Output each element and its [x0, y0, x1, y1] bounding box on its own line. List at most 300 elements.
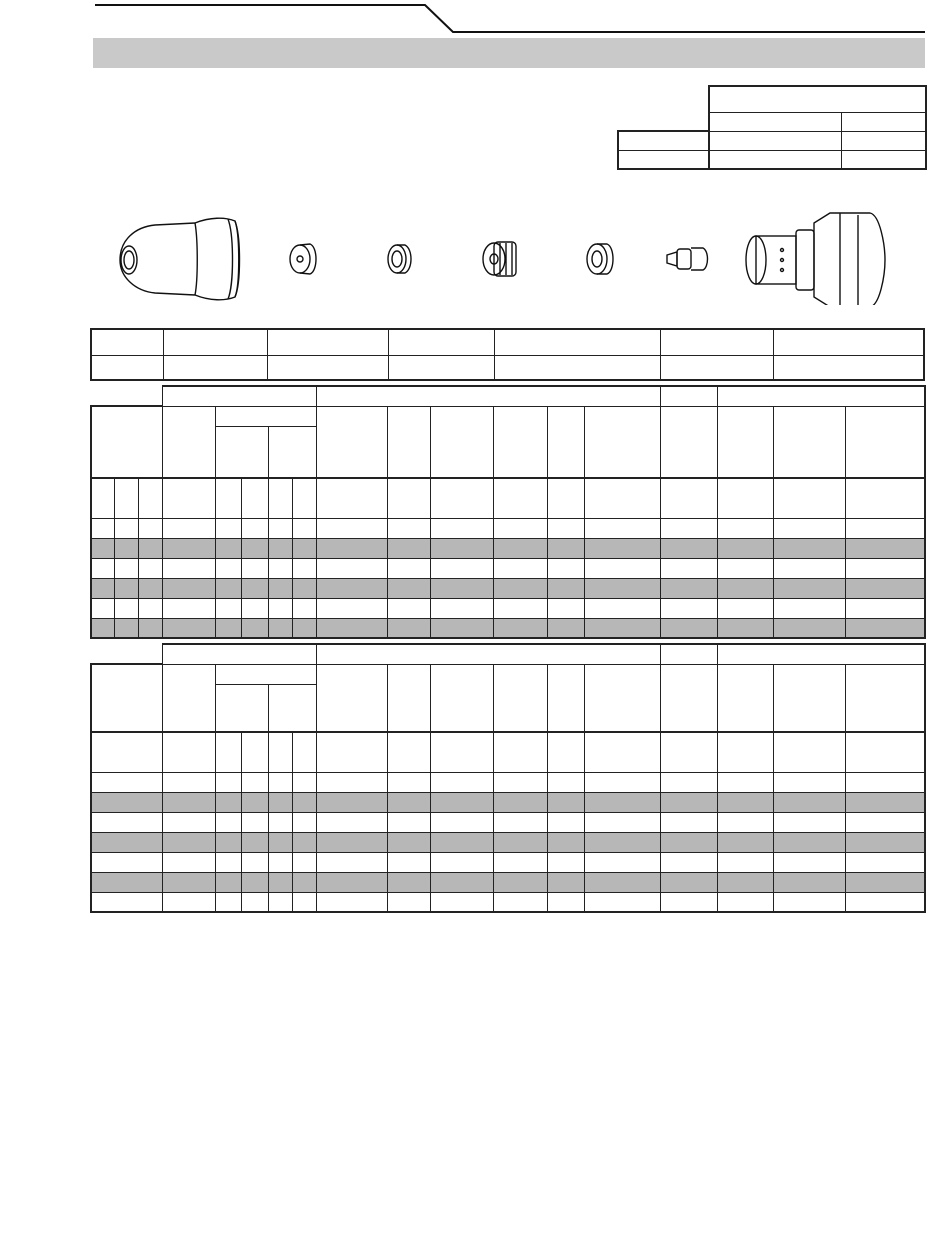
table-cell	[387, 792, 430, 812]
table-cell	[660, 772, 717, 792]
consumables-illustration	[100, 205, 930, 305]
table-cell	[91, 406, 162, 478]
table-cell	[292, 732, 316, 772]
table-cell	[91, 329, 163, 355]
consumable-parts-table	[90, 328, 925, 381]
table-cell	[292, 518, 316, 538]
table-cell	[91, 732, 162, 772]
table-cell	[717, 386, 925, 406]
table-cell	[241, 832, 268, 852]
table-cell	[493, 578, 547, 598]
table-cell	[773, 832, 845, 852]
table-cell	[430, 578, 493, 598]
table-cell	[660, 538, 717, 558]
table-cell	[268, 426, 316, 478]
table-cell	[430, 892, 493, 912]
table-cell	[717, 478, 773, 518]
table-cell	[660, 329, 773, 355]
cut-chart-table	[90, 385, 926, 639]
table-cell	[618, 86, 709, 112]
table-cell	[215, 578, 241, 598]
table-cell	[388, 355, 494, 380]
table-cell	[584, 852, 660, 872]
table-cell	[268, 558, 292, 578]
table-cell	[493, 812, 547, 832]
table-cell	[387, 518, 430, 538]
table-cell	[547, 852, 584, 872]
table-cell	[241, 872, 268, 892]
table-cell	[241, 518, 268, 538]
table-row	[91, 578, 925, 598]
table-cell	[845, 792, 925, 812]
table-cell	[316, 618, 387, 638]
table-cell	[114, 558, 138, 578]
table-cell	[215, 812, 241, 832]
table-cell	[387, 478, 430, 518]
table-cell	[292, 872, 316, 892]
cut-chart-table-2	[90, 643, 926, 913]
table-cell	[91, 664, 162, 732]
table-cell	[845, 598, 925, 618]
table-cell	[292, 618, 316, 638]
table-cell	[547, 598, 584, 618]
table-row	[91, 792, 925, 812]
table-cell	[584, 578, 660, 598]
section-title-band	[93, 38, 925, 68]
table-cell	[547, 518, 584, 538]
table-cell	[316, 558, 387, 578]
table-cell	[316, 386, 660, 406]
table-cell	[241, 478, 268, 518]
table-cell	[138, 518, 162, 538]
table-cell	[91, 792, 162, 812]
table-cell	[316, 772, 387, 792]
table-cell	[138, 478, 162, 518]
table-cell	[660, 598, 717, 618]
table-cell	[717, 892, 773, 912]
table-cell	[387, 892, 430, 912]
table-cell	[316, 664, 387, 732]
table-cell	[162, 478, 215, 518]
table-cell	[162, 664, 215, 732]
table-cell	[163, 329, 267, 355]
table-cell	[660, 812, 717, 832]
table-cell	[547, 478, 584, 518]
table-cell	[316, 478, 387, 518]
table-cell	[430, 538, 493, 558]
table-cell	[268, 812, 292, 832]
table-cell	[241, 732, 268, 772]
table-cell	[215, 426, 268, 478]
table-cell	[845, 538, 925, 558]
table-cell	[215, 558, 241, 578]
table-row	[618, 112, 926, 131]
table-cell	[241, 598, 268, 618]
table-cell	[91, 644, 162, 664]
table-row	[91, 406, 925, 426]
table-cell	[162, 538, 215, 558]
table-cell	[584, 832, 660, 852]
table-row	[91, 892, 925, 912]
table-cell	[841, 150, 926, 169]
table-row	[91, 732, 925, 772]
table-cell	[292, 812, 316, 832]
torch-body-icon	[746, 213, 885, 305]
table-cell	[584, 406, 660, 478]
table-cell	[316, 872, 387, 892]
table-cell	[268, 598, 292, 618]
table-cell	[493, 872, 547, 892]
table-cell	[316, 852, 387, 872]
table-row	[91, 558, 925, 578]
table-cell	[388, 329, 494, 355]
table-cell	[618, 150, 709, 169]
table-cell	[584, 518, 660, 538]
table-cell	[387, 872, 430, 892]
table-cell	[430, 812, 493, 832]
table-cell	[773, 329, 924, 355]
table-cell	[430, 732, 493, 772]
table-cell	[845, 664, 925, 732]
table-cell	[493, 538, 547, 558]
table-cell	[241, 772, 268, 792]
table-cell	[660, 578, 717, 598]
table-cell	[845, 406, 925, 478]
table-cell	[138, 578, 162, 598]
table-cell	[717, 578, 773, 598]
table-cell	[215, 684, 268, 732]
table-cell	[316, 732, 387, 772]
table-cell	[547, 664, 584, 732]
table-cell	[773, 772, 845, 792]
table-cell	[268, 618, 292, 638]
table-cell	[660, 406, 717, 478]
table-cell	[292, 852, 316, 872]
table-cell	[618, 112, 709, 131]
table-cell	[660, 618, 717, 638]
table-cell	[430, 852, 493, 872]
table-cell	[547, 772, 584, 792]
table-cell	[268, 732, 292, 772]
table-row	[91, 772, 925, 792]
table-cell	[292, 478, 316, 518]
table-cell	[547, 618, 584, 638]
table-cell	[773, 852, 845, 872]
table-cell	[547, 832, 584, 852]
swirl-ring-icon	[483, 242, 516, 276]
table-cell	[717, 538, 773, 558]
table-cell	[493, 732, 547, 772]
table-row	[91, 618, 925, 638]
table-cell	[773, 578, 845, 598]
table-cell	[91, 355, 163, 380]
table-cell	[584, 732, 660, 772]
table-cell	[387, 732, 430, 772]
table-cell	[717, 872, 773, 892]
table-cell	[268, 478, 292, 518]
table-cell	[841, 131, 926, 150]
retaining-cap-icon	[290, 244, 316, 274]
table-cell	[162, 386, 316, 406]
table-cell	[215, 518, 241, 538]
table-cell	[268, 578, 292, 598]
table-cell	[215, 872, 241, 892]
table-cell	[430, 598, 493, 618]
table-cell	[773, 892, 845, 912]
table-cell	[162, 812, 215, 832]
table-cell	[215, 832, 241, 852]
table-cell	[292, 832, 316, 852]
table-cell	[773, 598, 845, 618]
table-cell	[717, 852, 773, 872]
table-cell	[316, 538, 387, 558]
table-cell	[215, 732, 241, 772]
table-cell	[316, 892, 387, 912]
table-cell	[660, 832, 717, 852]
table-cell	[493, 406, 547, 478]
table-cell	[316, 644, 660, 664]
table-cell	[717, 558, 773, 578]
table-cell	[547, 732, 584, 772]
table-cell	[138, 538, 162, 558]
table-cell	[717, 664, 773, 732]
table-cell	[387, 832, 430, 852]
table-cell	[91, 598, 114, 618]
table-cell	[493, 598, 547, 618]
table-cell	[91, 558, 114, 578]
table-cell	[584, 892, 660, 912]
table-cell	[163, 355, 267, 380]
table-cell	[292, 598, 316, 618]
shield-icon	[120, 218, 240, 300]
table-cell	[316, 832, 387, 852]
table-cell	[584, 664, 660, 732]
table-cell	[292, 538, 316, 558]
table-cell	[773, 406, 845, 478]
table-row	[618, 131, 926, 150]
table-cell	[845, 518, 925, 538]
table-cell	[584, 792, 660, 812]
table-cell	[215, 478, 241, 518]
table-cell	[773, 872, 845, 892]
table-cell	[493, 664, 547, 732]
table-cell	[215, 664, 316, 684]
table-cell	[430, 406, 493, 478]
table-row	[91, 852, 925, 872]
table-cell	[430, 478, 493, 518]
table-cell	[268, 792, 292, 812]
table-cell	[660, 664, 717, 732]
table-cell	[660, 872, 717, 892]
table-cell	[114, 578, 138, 598]
table-cell	[91, 478, 114, 518]
table-row	[91, 598, 925, 618]
table-cell	[387, 578, 430, 598]
table-cell	[717, 832, 773, 852]
table-cell	[387, 812, 430, 832]
table-cell	[493, 518, 547, 538]
table-cell	[268, 892, 292, 912]
table-cell	[241, 812, 268, 832]
table-cell	[493, 832, 547, 852]
table-cell	[717, 732, 773, 772]
table-cell	[845, 478, 925, 518]
table-cell	[241, 892, 268, 912]
table-cell	[292, 892, 316, 912]
table-cell	[241, 852, 268, 872]
table-cell	[91, 832, 162, 852]
table-cell	[547, 792, 584, 812]
table-cell	[430, 832, 493, 852]
table-cell	[845, 832, 925, 852]
table-cell	[162, 852, 215, 872]
table-cell	[241, 538, 268, 558]
table-cell	[773, 478, 845, 518]
table-cell	[91, 772, 162, 792]
table-row	[618, 150, 926, 169]
table-cell	[114, 598, 138, 618]
table-cell	[292, 578, 316, 598]
table-cell	[773, 664, 845, 732]
table-cell	[618, 131, 709, 150]
table-cell	[430, 792, 493, 812]
table-cell	[268, 684, 316, 732]
table-cell	[387, 852, 430, 872]
table-row	[91, 872, 925, 892]
table-cell	[660, 478, 717, 518]
table-cell	[268, 872, 292, 892]
table-cell	[660, 892, 717, 912]
table-cell	[717, 792, 773, 812]
table-cell	[430, 618, 493, 638]
table-cell	[660, 386, 717, 406]
table-row	[91, 329, 924, 355]
table-cell	[717, 598, 773, 618]
table-cell	[138, 618, 162, 638]
table-cell	[162, 558, 215, 578]
table-cell	[773, 538, 845, 558]
table-cell	[91, 518, 114, 538]
table-cell	[162, 644, 316, 664]
table-cell	[717, 618, 773, 638]
table-row	[91, 644, 925, 664]
table-cell	[387, 618, 430, 638]
table-row	[91, 538, 925, 558]
table-cell	[660, 355, 773, 380]
table-cell	[841, 112, 926, 131]
nozzle-retainer-icon	[388, 245, 411, 273]
nozzle-icon	[587, 244, 613, 274]
table-cell	[493, 792, 547, 812]
table-cell	[845, 852, 925, 872]
table-cell	[584, 618, 660, 638]
table-cell	[162, 578, 215, 598]
table-cell	[215, 598, 241, 618]
table-cell	[316, 598, 387, 618]
table-cell	[494, 355, 660, 380]
table-cell	[845, 558, 925, 578]
table-cell	[493, 852, 547, 872]
table-cell	[215, 892, 241, 912]
table-cell	[91, 618, 114, 638]
table-cell	[547, 558, 584, 578]
table-cell	[162, 832, 215, 852]
table-cell	[114, 538, 138, 558]
table-cell	[162, 518, 215, 538]
table-row	[618, 86, 926, 112]
table-cell	[845, 578, 925, 598]
table-cell	[215, 538, 241, 558]
table-cell	[241, 618, 268, 638]
table-cell	[717, 518, 773, 538]
table-cell	[547, 872, 584, 892]
table-cell	[845, 892, 925, 912]
table-cell	[660, 792, 717, 812]
table-cell	[584, 872, 660, 892]
table-cell	[547, 538, 584, 558]
table-row	[91, 478, 925, 518]
table-cell	[660, 644, 717, 664]
table-cell	[387, 558, 430, 578]
table-row	[91, 664, 925, 684]
table-cell	[773, 618, 845, 638]
table-cell	[241, 558, 268, 578]
table-row	[91, 812, 925, 832]
table-cell	[138, 558, 162, 578]
table-cell	[773, 812, 845, 832]
table-cell	[162, 732, 215, 772]
table-cell	[387, 538, 430, 558]
gas-table	[617, 85, 927, 170]
table-cell	[387, 664, 430, 732]
table-cell	[91, 386, 162, 406]
table-cell	[162, 598, 215, 618]
table-cell	[717, 406, 773, 478]
table-cell	[547, 578, 584, 598]
table-cell	[241, 578, 268, 598]
table-cell	[845, 872, 925, 892]
table-cell	[267, 355, 388, 380]
table-cell	[717, 772, 773, 792]
table-cell	[215, 772, 241, 792]
table-cell	[584, 558, 660, 578]
table-cell	[717, 644, 925, 664]
table-cell	[215, 792, 241, 812]
table-cell	[493, 618, 547, 638]
table-cell	[773, 792, 845, 812]
table-cell	[845, 772, 925, 792]
table-cell	[268, 852, 292, 872]
table-cell	[773, 732, 845, 772]
table-cell	[660, 518, 717, 538]
table-cell	[387, 772, 430, 792]
table-cell	[845, 732, 925, 772]
table-cell	[316, 578, 387, 598]
electrode-icon	[667, 248, 708, 270]
table-cell	[773, 558, 845, 578]
table-cell	[292, 792, 316, 812]
table-row	[91, 355, 924, 380]
header-rule	[0, 0, 950, 40]
table-cell	[709, 131, 841, 150]
table-cell	[430, 518, 493, 538]
table-cell	[162, 772, 215, 792]
table-cell	[773, 355, 924, 380]
table-cell	[845, 618, 925, 638]
table-cell	[547, 812, 584, 832]
table-cell	[91, 812, 162, 832]
table-cell	[138, 598, 162, 618]
